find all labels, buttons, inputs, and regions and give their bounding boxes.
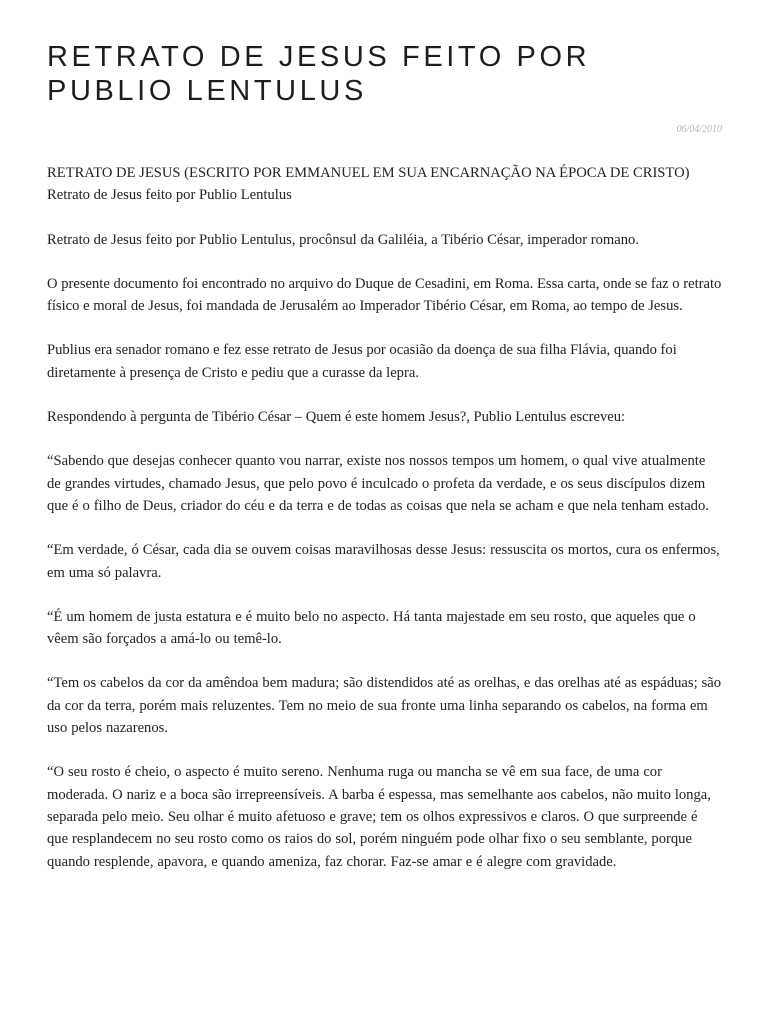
paragraph-question: Respondendo à pergunta de Tibério César – Quem é este homem Jesus?, Publio Lentulus escreveu:	[47, 409, 626, 426]
post-date: 06/04/2010	[676, 124, 722, 135]
paragraph-quote-1: “Sabendo que desejas conhecer quanto vou narrar, existe nos nossos tempos um homem, o qual vive atualmente de grandes virtudes, chamado Jesus, que pelo povo é inculcado o profeta da verdade, e os seus discípulos dizem que é o filho de Deus, criador do céu e da terra e de todas as coisas que nela se acham e que nela tenham estado.	[47, 453, 709, 514]
paragraph-quote-3: “É um homem de justa estatura e é muito belo no aspecto. Há tanta majestade em seu rosto, que aqueles que o vêem são forçados a amá-lo ou temê-lo.	[47, 608, 696, 648]
page-title: RETRATO DE JESUS FEITO POR PUBLIO LENTULUS	[47, 41, 591, 107]
paragraph-quote-4: “Tem os cabelos da cor da amêndoa bem madura; são distendidos até as orelhas, e das orelhas até as espáduas; são da cor da terra, porém mais reluzentes. Tem no meio de sua fronte uma linha separando os cabelos, na forma em uso pelos nazarenos.	[47, 675, 722, 737]
article-body	[47, 162, 722, 873]
paragraph-document-origin: O presente documento foi encontrado no arquivo do Duque de Cesadini, em Roma. Essa carta, onde se faz o retrato físico e moral de Jesus, foi mandada de Jerusalém ao Imperador Tibério César, em Roma, ao tempo de Jesus.	[47, 275, 722, 315]
paragraph-publius: Publius era senador romano e fez esse retrato de Jesus por ocasião da doença de sua filha Flávia, quando foi diretamente à presença de Cristo e pediu que a curasse da lepra.	[47, 342, 677, 381]
paragraph-quote-2: “Em verdade, ó César, cada dia se ouvem coisas maravilhosas desse Jesus: ressuscita os mortos, cura os enfermos, em uma só palavra.	[47, 542, 720, 581]
paragraph-subtitle: Retrato de Jesus feito por Publio Lentulus, procônsul da Galiléia, a Tibério César, imperador romano.	[47, 231, 639, 248]
paragraph-intro: RETRATO DE JESUS (ESCRITO POR EMMANUEL EM SUA ENCARNAÇÃO NA ÉPOCA DE CRISTO) Retrato de Jesus feito por Publio Lentulus	[47, 165, 690, 204]
paragraph-quote-5: “O seu rosto é cheio, o aspecto é muito sereno. Nenhuma ruga ou mancha se vê em sua face, de uma cor moderada. O nariz e a boca são irrepreensíveis. A barba é espessa, mas semelhante aos cabelos, não muito longa, separada pelo meio. Seu olhar é muito afetuoso e grave; tem os olhos expressivos e claros. O que surpreende é que resplandecem no seu rosto como os raios do sol, porém ninguém pode olhar fixo o seu semblante, porque quando resplende, apavora, e quando ameniza, faz chorar. Faz-se amar e é alegre com gravidade.	[47, 764, 711, 870]
